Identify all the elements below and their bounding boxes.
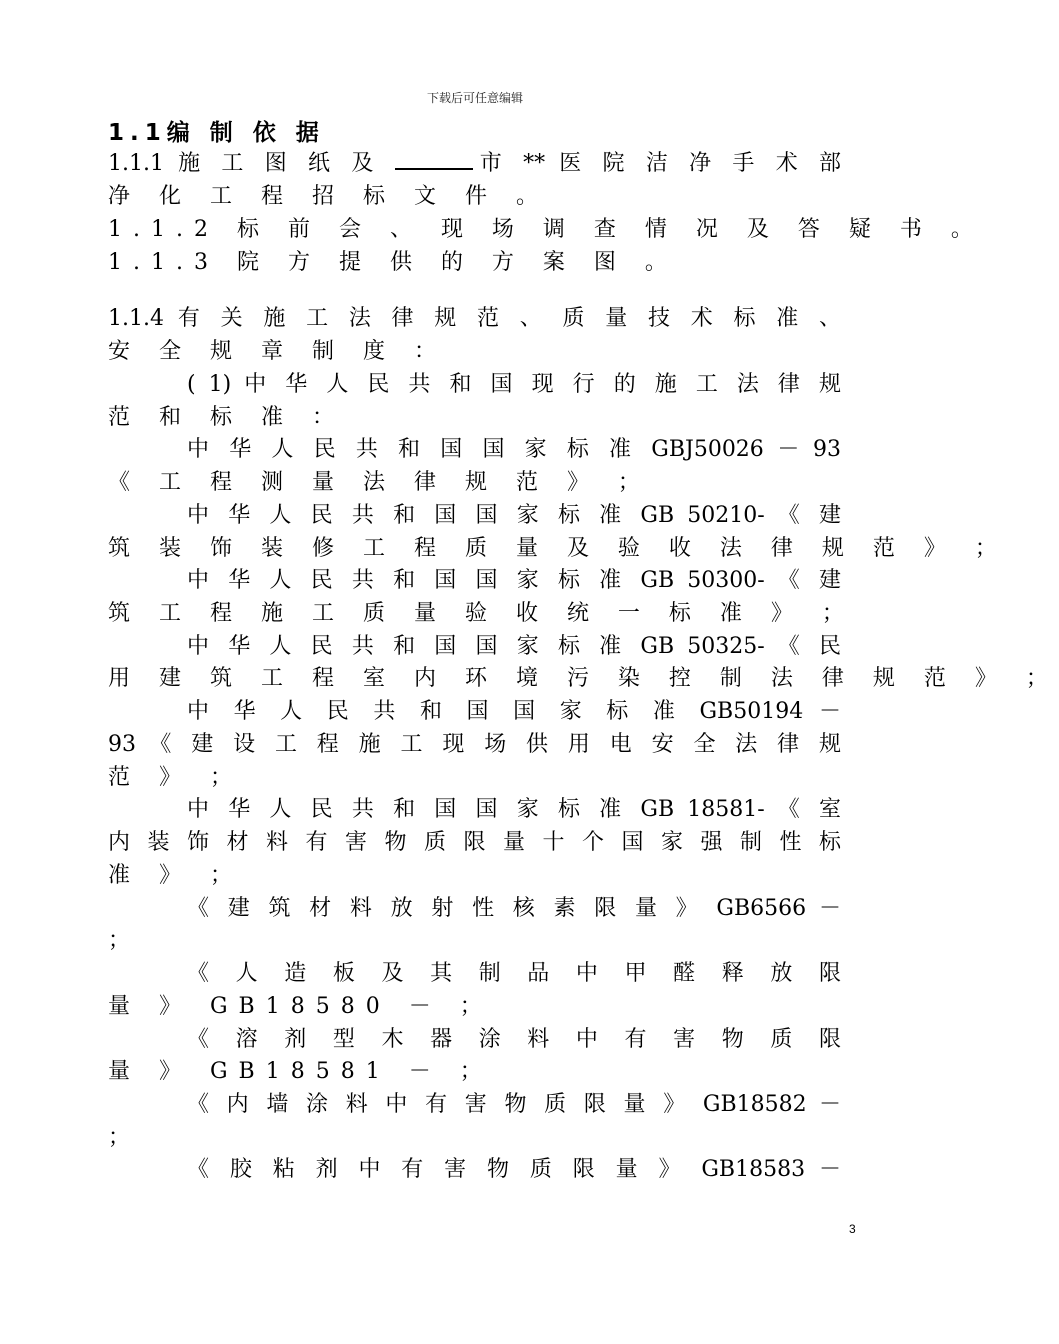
body-line: 安 全 规 章 制 度 ： [108, 339, 447, 364]
body-line: 《 内 墙 涂 料 中 有 害 物 质 限 量 》 GB18582 － [187, 1092, 841, 1117]
body-line: 《 工 程 测 量 法 律 规 范 》 ； [108, 470, 651, 495]
body-line: 1.1.4 有 关 施 工 法 律 规 范 、 质 量 技 术 标 准 、 [108, 306, 841, 331]
body-line: 1.1.2 标 前 会 、 现 场 调 查 情 况 及 答 疑 书 。 [108, 217, 984, 242]
body-line: 用 建 筑 工 程 室 内 环 境 污 染 控 制 法 律 规 范 》 ； [108, 666, 1059, 691]
body-line: 中 华 人 民 共 和 国 国 家 标 准 GB 50210- 《 建 [187, 503, 841, 528]
body-line: 《 人 造 板 及 其 制 品 中 甲 醛 释 放 限 [187, 961, 841, 986]
body-line: 《 建 筑 材 料 放 射 性 核 素 限 量 》 GB6566 － [187, 896, 841, 921]
body-line: ； [108, 928, 142, 953]
body-line: 净 化 工 程 招 标 文 件 。 [108, 184, 549, 209]
body-line: 筑 工 程 施 工 质 量 验 收 统 一 标 准 》 ； [108, 601, 855, 626]
body-line: ； [108, 1125, 142, 1150]
body-line: 范 和 标 准 ： [108, 405, 345, 430]
fill-in-blank [395, 148, 473, 170]
body-line: 1.1.3 院 方 提 供 的 方 案 图 。 [108, 250, 678, 275]
body-line: 中 华 人 民 共 和 国 国 家 标 准 GB50194 － [187, 699, 841, 724]
body-line: 《 溶 剂 型 木 器 涂 料 中 有 害 物 质 限 [187, 1027, 841, 1052]
body-line: 量 》 GB18581 － ； [108, 1059, 493, 1084]
body-line: 准 》 ； [108, 863, 243, 888]
body-line: 内 装 饰 材 料 有 害 物 质 限 量 十 个 国 家 强 制 性 标 [108, 830, 841, 855]
body-line: 筑 装 饰 装 修 工 程 质 量 及 验 收 法 律 规 范 》 ； [108, 536, 1008, 561]
body-line: 中 华 人 民 共 和 国 国 家 标 准 GBJ50026 － 93 [187, 437, 841, 462]
body-line: 1.1.1 施 工 图 纸 及 市 ** 医 院 洁 净 手 术 部 [108, 147, 841, 180]
body-line: 《 胶 粘 剂 中 有 害 物 质 限 量 》 GB18583 － [187, 1157, 841, 1182]
body-line: 93 《 建 设 工 程 施 工 现 场 供 用 电 安 全 法 律 规 [108, 732, 841, 757]
page-header: 下载后可任意编辑 [426, 91, 523, 105]
body-line: 中 华 人 民 共 和 国 国 家 标 准 GB 50300- 《 建 [187, 568, 841, 593]
page-number: 3 [849, 1222, 856, 1236]
body-line: 量 》 GB18580 － ； [108, 994, 493, 1019]
body-line: 范 》 ； [108, 765, 243, 790]
body-line: ( 1) 中 华 人 民 共 和 国 现 行 的 施 工 法 律 规 [187, 372, 841, 397]
section-heading: 1.1编 制 依 据 [108, 120, 325, 146]
body-line: 中 华 人 民 共 和 国 国 家 标 准 GB 50325- 《 民 [187, 634, 841, 659]
body-line: 中 华 人 民 共 和 国 国 家 标 准 GB 18581- 《 室 [187, 797, 841, 822]
